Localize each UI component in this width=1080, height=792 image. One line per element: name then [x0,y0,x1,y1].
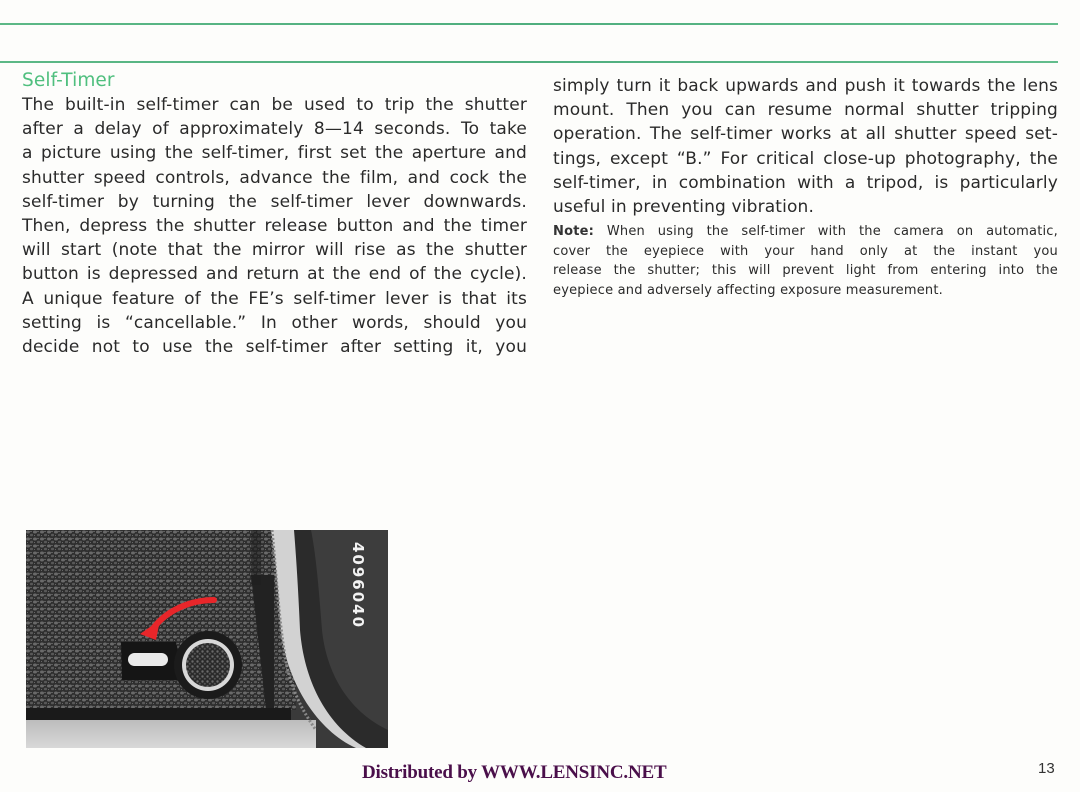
section-heading: Self-Timer [22,70,115,91]
header-rule [0,61,1058,63]
body-line: setting is “cancellable.” In other words, should you [22,312,527,333]
body-line: Then, depress the shutter release button and the timer [22,216,527,237]
body-line: button is depressed and return at the end of the cycle). [22,264,527,285]
body-line: A unique feature of the FE’s self-timer lever is that its [22,288,527,309]
body-line: after a delay of approximately 8—14 seconds. To take [22,119,527,140]
top-rule [0,23,1058,25]
note-line: release the shutter; this will prevent light from entering into the [553,263,1058,278]
page-number: 13 [1038,760,1055,777]
body-line: self-timer, in combination with a tripod, is particularly [553,172,1058,193]
note-text: When using the self-timer with the camera on automatic, [594,224,1058,239]
body-line: self-timer by turning the self-timer lever downwards. [22,191,527,212]
camera-body-illustration [26,530,388,748]
body-line: tings, except “B.” For critical close-up photography, the [553,148,1058,169]
note-line: cover the eyepiece with your hand only at the instant you [553,243,1058,259]
note-label: Note: [553,224,595,239]
body-line: shutter speed controls, advance the film, and cock the [22,167,527,188]
note-line: eyepiece and adversely affecting exposure measurement. [553,282,943,298]
left-column [22,70,527,359]
right-column [553,74,1058,219]
body-line: decide not to use the self-timer after setting it, you [22,337,527,358]
body-line: a picture using the self-timer, first set the aperture and [22,143,527,164]
body-line: useful in preventing vibration. [553,197,814,218]
lens-ring-text: 4096040 [349,542,367,630]
body-line: mount. Then you can resume normal shutter tripping [553,100,1058,121]
note-block [553,222,1058,300]
body-line: The built-in self-timer can be used to trip the shutter [22,95,527,115]
body-line: simply turn it back upwards and push it towards the lens [553,76,1058,96]
body-line: operation. The self-timer works at all shutter speed set- [553,124,1058,145]
distributor-credit: Distributed by WWW.LENSINC.NET [362,762,667,783]
self-timer-photo [26,530,388,748]
body-line: will start (note that the mirror will rise as the shutter [22,240,527,261]
